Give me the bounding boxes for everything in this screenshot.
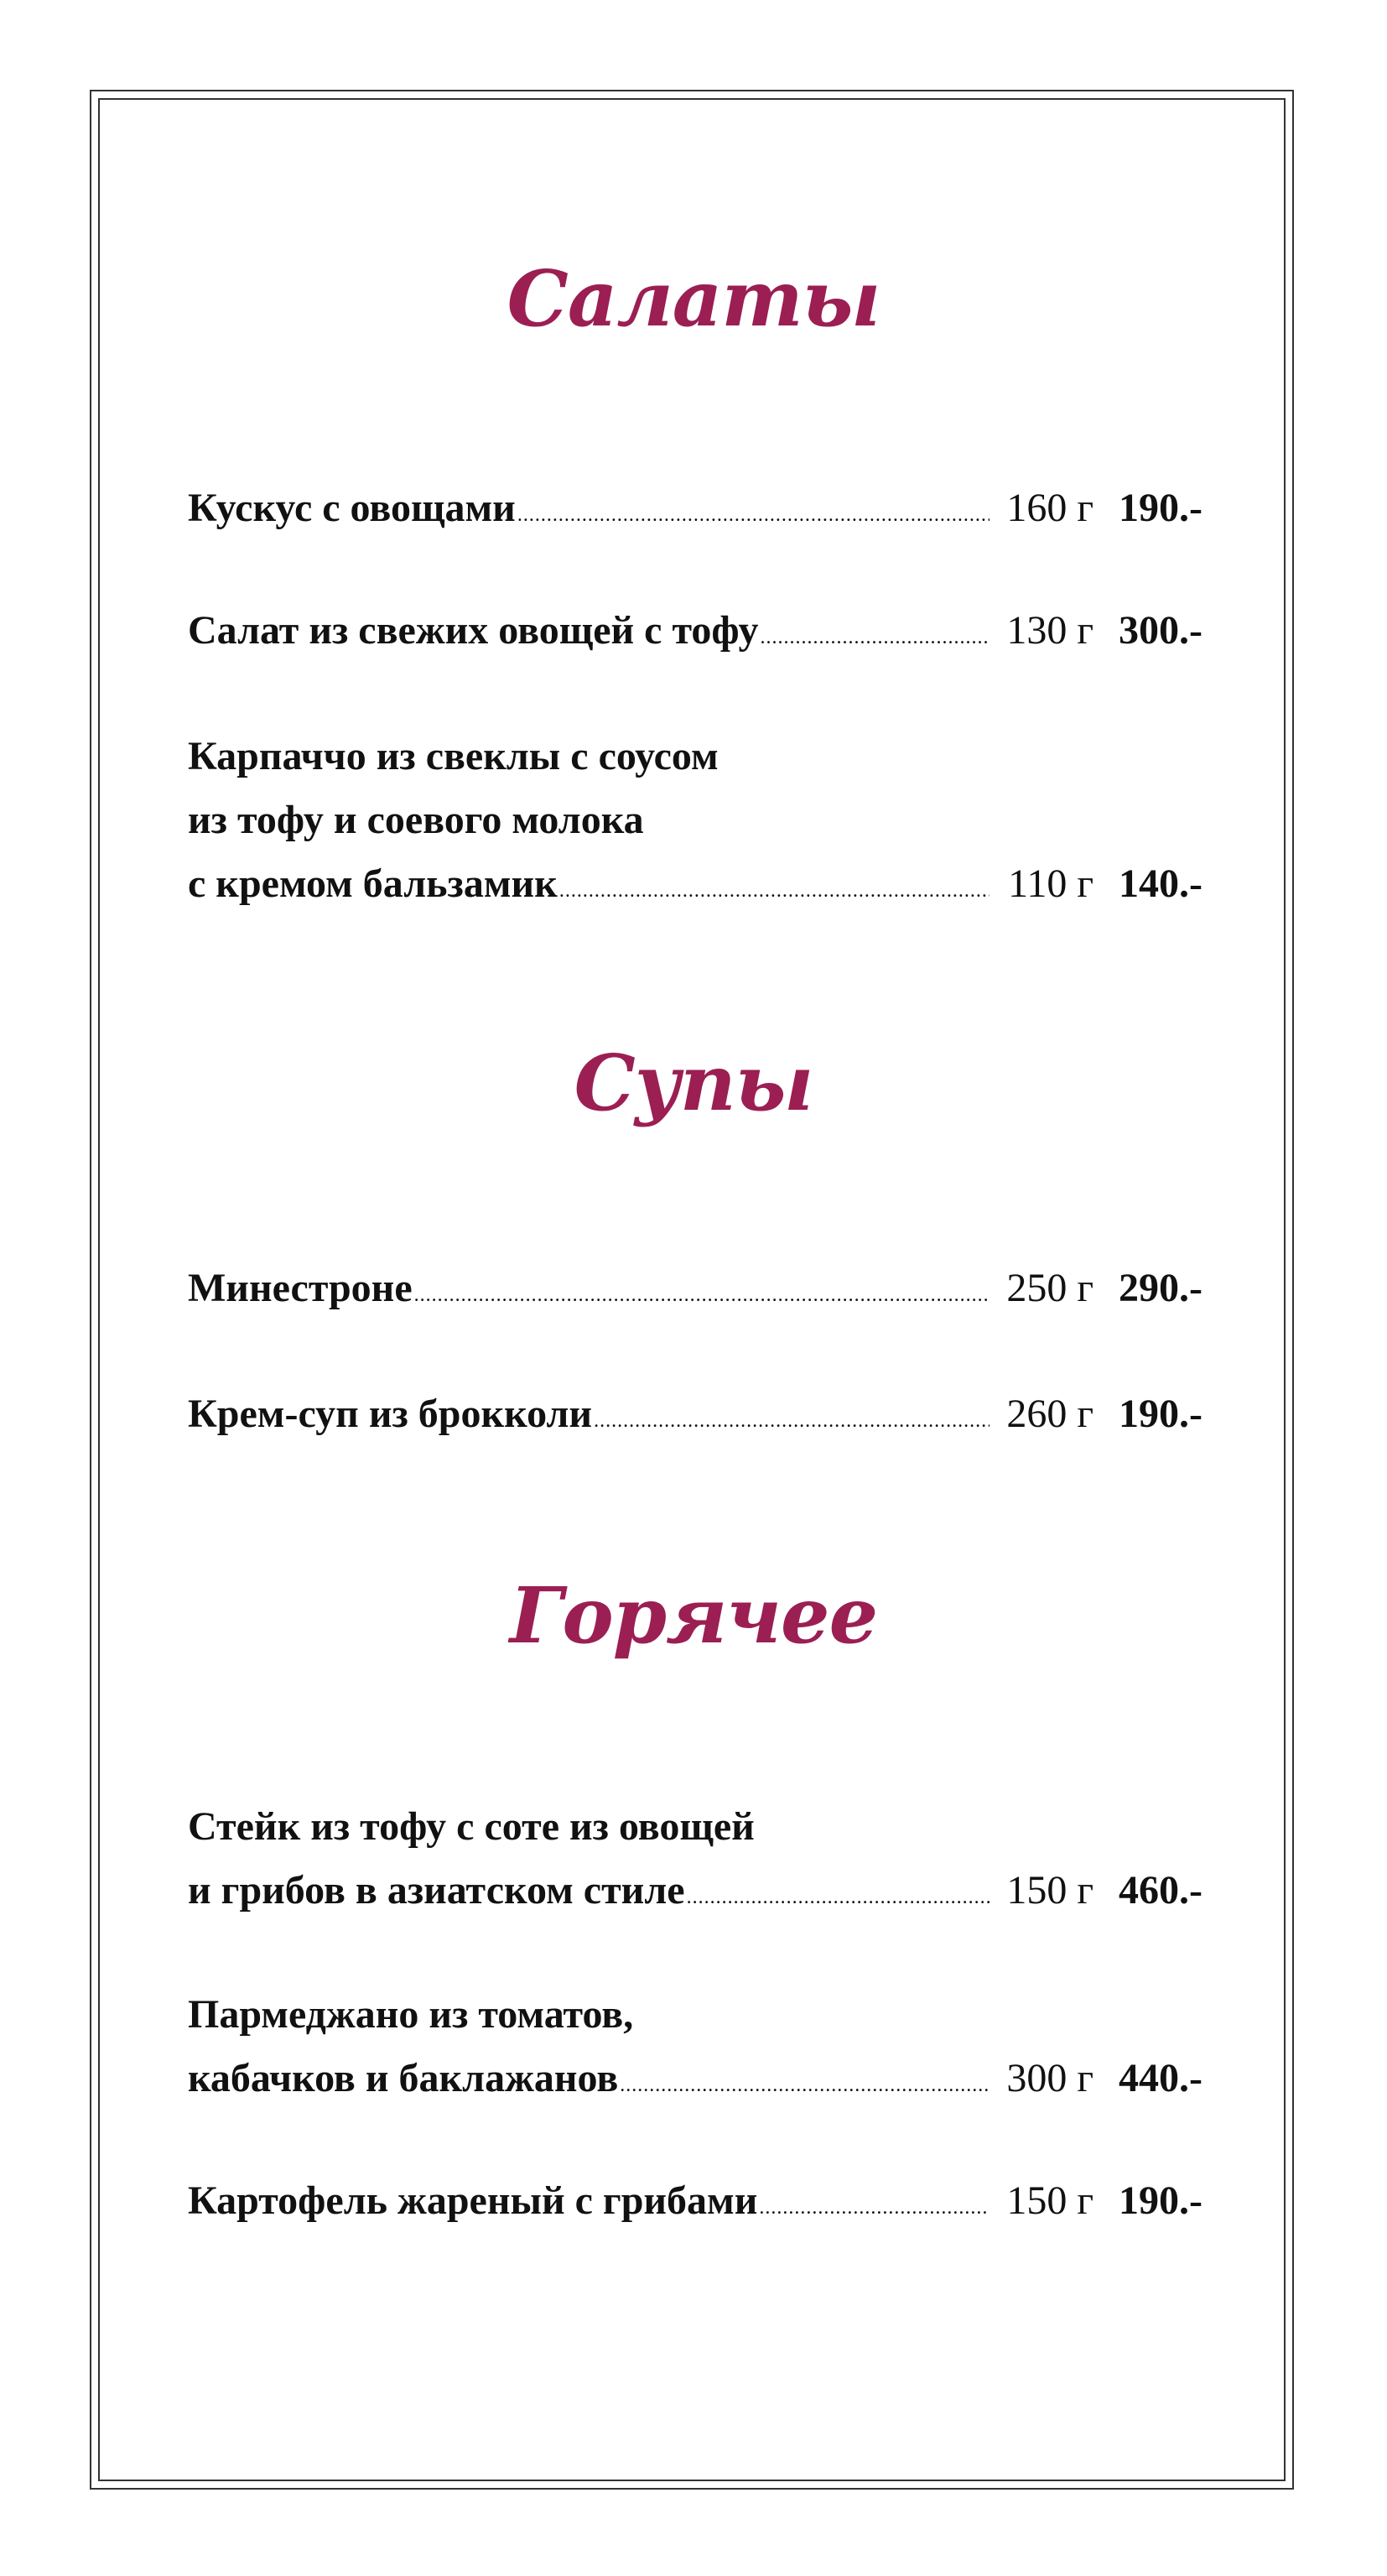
dot-leader — [414, 1263, 990, 1327]
menu-item-weight: 300 г — [1006, 2056, 1093, 2100]
menu-item — [188, 599, 1203, 669]
menu-item — [188, 476, 1203, 547]
menu-item — [188, 2169, 1203, 2240]
menu-item-name: с кремом бальзамик — [188, 861, 558, 906]
menu-item-name: Кускус с овощами — [188, 486, 516, 530]
menu-item-weight: 160 г — [1006, 486, 1093, 530]
menu-item — [188, 1983, 1203, 2117]
menu-item-weight: 110 г — [1008, 861, 1093, 906]
menu-item — [188, 1382, 1203, 1453]
menu-item-price: 190.- — [1119, 486, 1203, 530]
section-heading-hot-dishes: Горячее — [509, 1570, 878, 1661]
section-heading-soups: Супы — [574, 1038, 813, 1128]
menu-item-price: 140.- — [1119, 861, 1203, 906]
menu-item-name: Картофель жареный с грибами — [188, 2178, 758, 2223]
menu-item-price: 300.- — [1119, 608, 1203, 653]
section-heading-salads: Салаты — [506, 253, 881, 344]
menu-item-name: кабачков и баклажанов — [188, 2056, 619, 2100]
menu-item-name: Минестроне — [188, 1266, 413, 1310]
menu-item-name: и грибов в азиатском стиле — [188, 1868, 685, 1912]
menu-item-price: 290.- — [1119, 1266, 1203, 1310]
menu-item-name: Крем-суп из брокколи — [188, 1392, 593, 1436]
dot-leader — [517, 483, 990, 547]
menu-item-description: из тофу и соевого молока — [188, 798, 644, 842]
menu-item-description: Карпаччо из свеклы с соусом — [188, 734, 719, 778]
dot-leader — [759, 2176, 990, 2240]
dot-leader — [594, 1389, 990, 1453]
dot-leader — [760, 606, 990, 669]
menu-item-price: 440.- — [1119, 2056, 1203, 2100]
menu-item — [188, 1795, 1203, 1929]
menu-item-weight: 150 г — [1006, 2178, 1093, 2223]
menu-item-description: Стейк из тофу с соте из овощей — [188, 1804, 755, 1849]
dot-leader — [687, 1866, 990, 1929]
menu-item — [188, 1257, 1203, 1327]
menu-item-weight: 150 г — [1006, 1868, 1093, 1912]
menu-item-weight: 250 г — [1006, 1266, 1093, 1310]
menu-item — [188, 725, 1203, 923]
menu-item-weight: 130 г — [1006, 608, 1093, 653]
dot-leader — [620, 2053, 990, 2117]
menu-item-description: Пармеджано из томатов, — [188, 1992, 634, 2037]
menu-item-weight: 260 г — [1006, 1392, 1093, 1436]
menu-item-price: 460.- — [1119, 1868, 1203, 1912]
menu-item-price: 190.- — [1119, 1392, 1203, 1436]
menu-item-name: Салат из свежих овощей с тофу — [188, 608, 759, 653]
dot-leader — [559, 859, 990, 923]
menu-item-price: 190.- — [1119, 2178, 1203, 2223]
